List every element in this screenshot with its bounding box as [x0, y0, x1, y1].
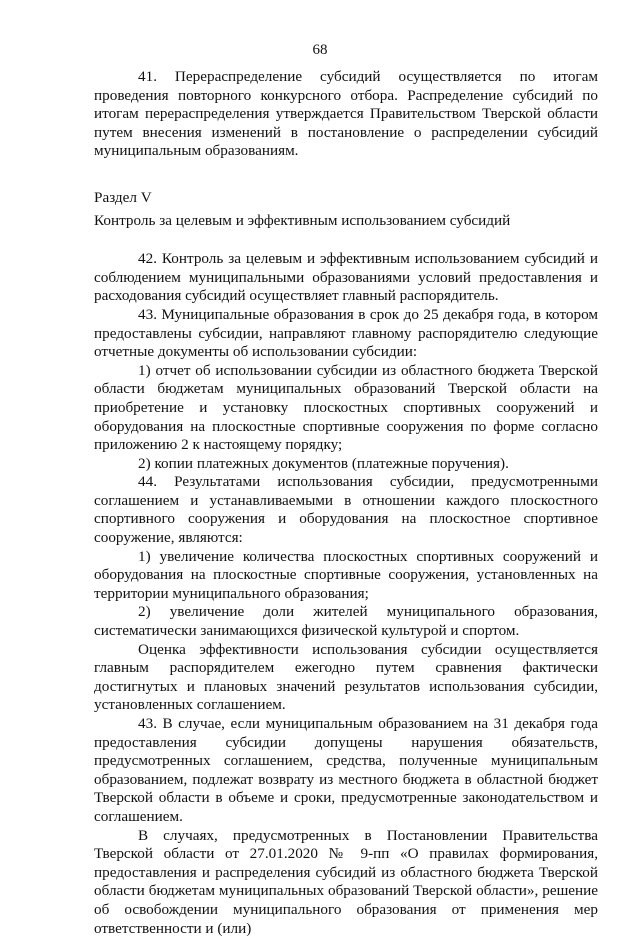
paragraph-42: 42. Контроль за целевым и эффективным использованием субсидий и соблюдением муниципальными образованиями условий предоставления и расходования субсидий осуществляет главный распорядитель. — [94, 250, 598, 305]
document-body — [94, 68, 598, 938]
paragraph-43: 43. Муниципальные образования в срок до 25 декабря года, в котором предоставлены субсидии, направляют главному распорядителю следующие отчетные документы об использовании субсидии: — [94, 305, 598, 361]
paragraph-41: 41. Перераспределение субсидий осуществляется по итогам проведения повторного конкурсного отбора. Распределение субсидий по итогам перераспределения утверждается Правительством Тверской области путем внесения изменений в постановление о распределении субсидий муниципальным образованиям. — [94, 68, 598, 160]
page-number: 68 — [312, 42, 328, 58]
paragraph-44-item-1: 1) увеличение количества плоскостных спортивных сооружений и оборудования на плоскостные спортивные сооружения, установленных на территории муниципального образования; — [94, 547, 598, 602]
section-title: Контроль за целевым и эффективным использованием субсидий — [94, 211, 511, 229]
paragraph-43-item-1: 1) отчет об использовании субсидии из областного бюджета Тверской области бюджетам муниципальных образований Тверской области на приобретение и установку плоскостных спортивных сооружений и оборудования на плоскостные спортивные сооружения по форме согласно приложению 2 к настоящему порядку; — [94, 361, 598, 454]
paragraph-43-item-2: 2) копии платежных документов (платежные поручения). — [138, 454, 509, 472]
section-label: Раздел V — [94, 188, 152, 206]
paragraph-cases: В случаях, предусмотренных в Постановлении Правительства Тверской области от 27.01.2020 № 9-пп «О правилах формирования, предоставления и распределения субсидий из областного бюджета Тверской области бюджетам муниципальных образований Тверской области», решение об освобождении муниципального образования от применения мер ответственности и (или) — [94, 826, 598, 937]
paragraph-evaluation: Оценка эффективности использования субсидии осуществляется главным распорядителем ежегодно путем сравнения фактически достигнутых и плановых значений результатов использования субсидии, установленных соглашением. — [94, 640, 598, 714]
paragraph-44: 44. Результатами использования субсидии, предусмотренными соглашением и устанавливаемыми в отношении каждого плоскостного спортивного сооружения и оборудования на плоскостное спортивное сооружение, являются: — [94, 473, 598, 547]
paragraph-43-violation: 43. В случае, если муниципальным образованием на 31 декабря года предоставления субсидии допущены нарушения обязательств, предусмотренных соглашением, средства, полученные муниципальным образованием, подлежат возврату из местного бюджета в областной бюджет Тверской области в объеме и сроки, предусмотренные законодательством и соглашением. — [94, 715, 598, 825]
paragraph-44-item-2: 2) увеличение доли жителей муниципального образования, систематически занимающихся физической культурой и спортом. — [94, 603, 598, 640]
